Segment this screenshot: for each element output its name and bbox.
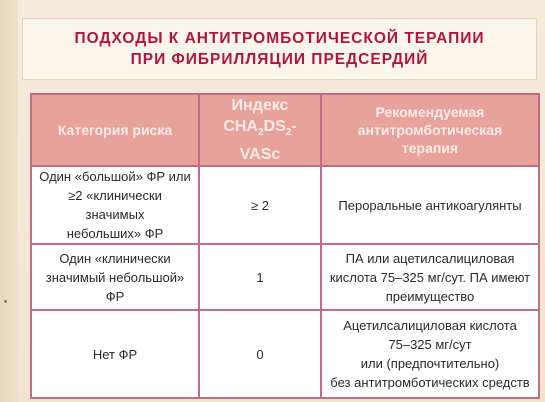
formula-subscript: 2 <box>257 127 264 139</box>
cell-risk-category <box>31 310 199 398</box>
cell-index-value: 1 <box>256 269 264 285</box>
cell-text-line: 75–325 мг/сут <box>388 337 472 352</box>
header-therapy-line: антитромботическая <box>357 122 503 138</box>
cell-therapy <box>321 166 539 244</box>
cell-index-value: ≥ 2 <box>251 197 269 213</box>
therapy-table <box>30 93 540 399</box>
cell-index <box>199 310 321 398</box>
cell-text-line: Ацетилсалициловая кислота <box>343 318 517 333</box>
header-risk-category <box>31 94 199 166</box>
table-row <box>31 166 539 244</box>
cell-text-line: ≥2 «клинически значимых <box>68 188 162 222</box>
header-therapy-line: терапия <box>401 140 459 156</box>
cell-text-line: ПА или ацетилсалициловая <box>345 250 515 266</box>
title-line-2: ПРИ ФИБРИЛЛЯЦИИ ПРЕДСЕРДИЙ <box>130 51 429 68</box>
formula-subscript: 2 <box>285 127 292 139</box>
cell-text-line: Нет ФР <box>92 346 138 362</box>
cell-risk-category <box>31 244 199 310</box>
cell-therapy <box>321 244 539 310</box>
header-risk-category-label: Категория риска <box>57 122 173 138</box>
header-therapy <box>321 94 539 166</box>
cell-risk-category <box>31 166 199 244</box>
cell-text-line: преимущество <box>385 288 475 304</box>
header-index-formula <box>206 116 314 164</box>
cell-index-value: 0 <box>256 346 264 362</box>
header-index <box>199 94 321 166</box>
cell-text-line: или (предпочтительно) <box>360 356 500 371</box>
header-therapy-line: Рекомендуемая <box>375 104 485 120</box>
cell-text-line: без антитромботических средств <box>330 375 530 390</box>
header-index-label: Индекс <box>231 97 289 115</box>
cell-therapy <box>321 310 539 398</box>
cell-text-line: кислота 75–325 мг/сут. ПА имеют <box>329 269 531 285</box>
formula-part: DS <box>263 118 286 136</box>
table-row <box>31 244 539 310</box>
cell-index <box>199 244 321 310</box>
scan-artifact-dot <box>4 300 7 303</box>
cell-index <box>199 166 321 244</box>
formula-part: -VASc <box>239 118 297 163</box>
title-box <box>22 18 537 80</box>
table-header-row <box>31 94 539 166</box>
cell-text-line: Пероральные антикоагулянты <box>338 197 522 213</box>
cell-text-line: Один «клинически <box>59 250 171 266</box>
cell-text-line: небольших» ФР <box>66 226 164 241</box>
formula-part: CHA <box>223 118 258 136</box>
cell-text-line: Один «большой» ФР или <box>39 169 191 184</box>
cell-text-line: значимый небольшой» ФР <box>45 269 185 304</box>
page-edge-strip <box>0 0 18 402</box>
title-line-1: ПОДХОДЫ К АНТИТРОМБОТИЧЕСКОЙ ТЕРАПИИ <box>74 30 485 47</box>
table-row <box>31 310 539 398</box>
